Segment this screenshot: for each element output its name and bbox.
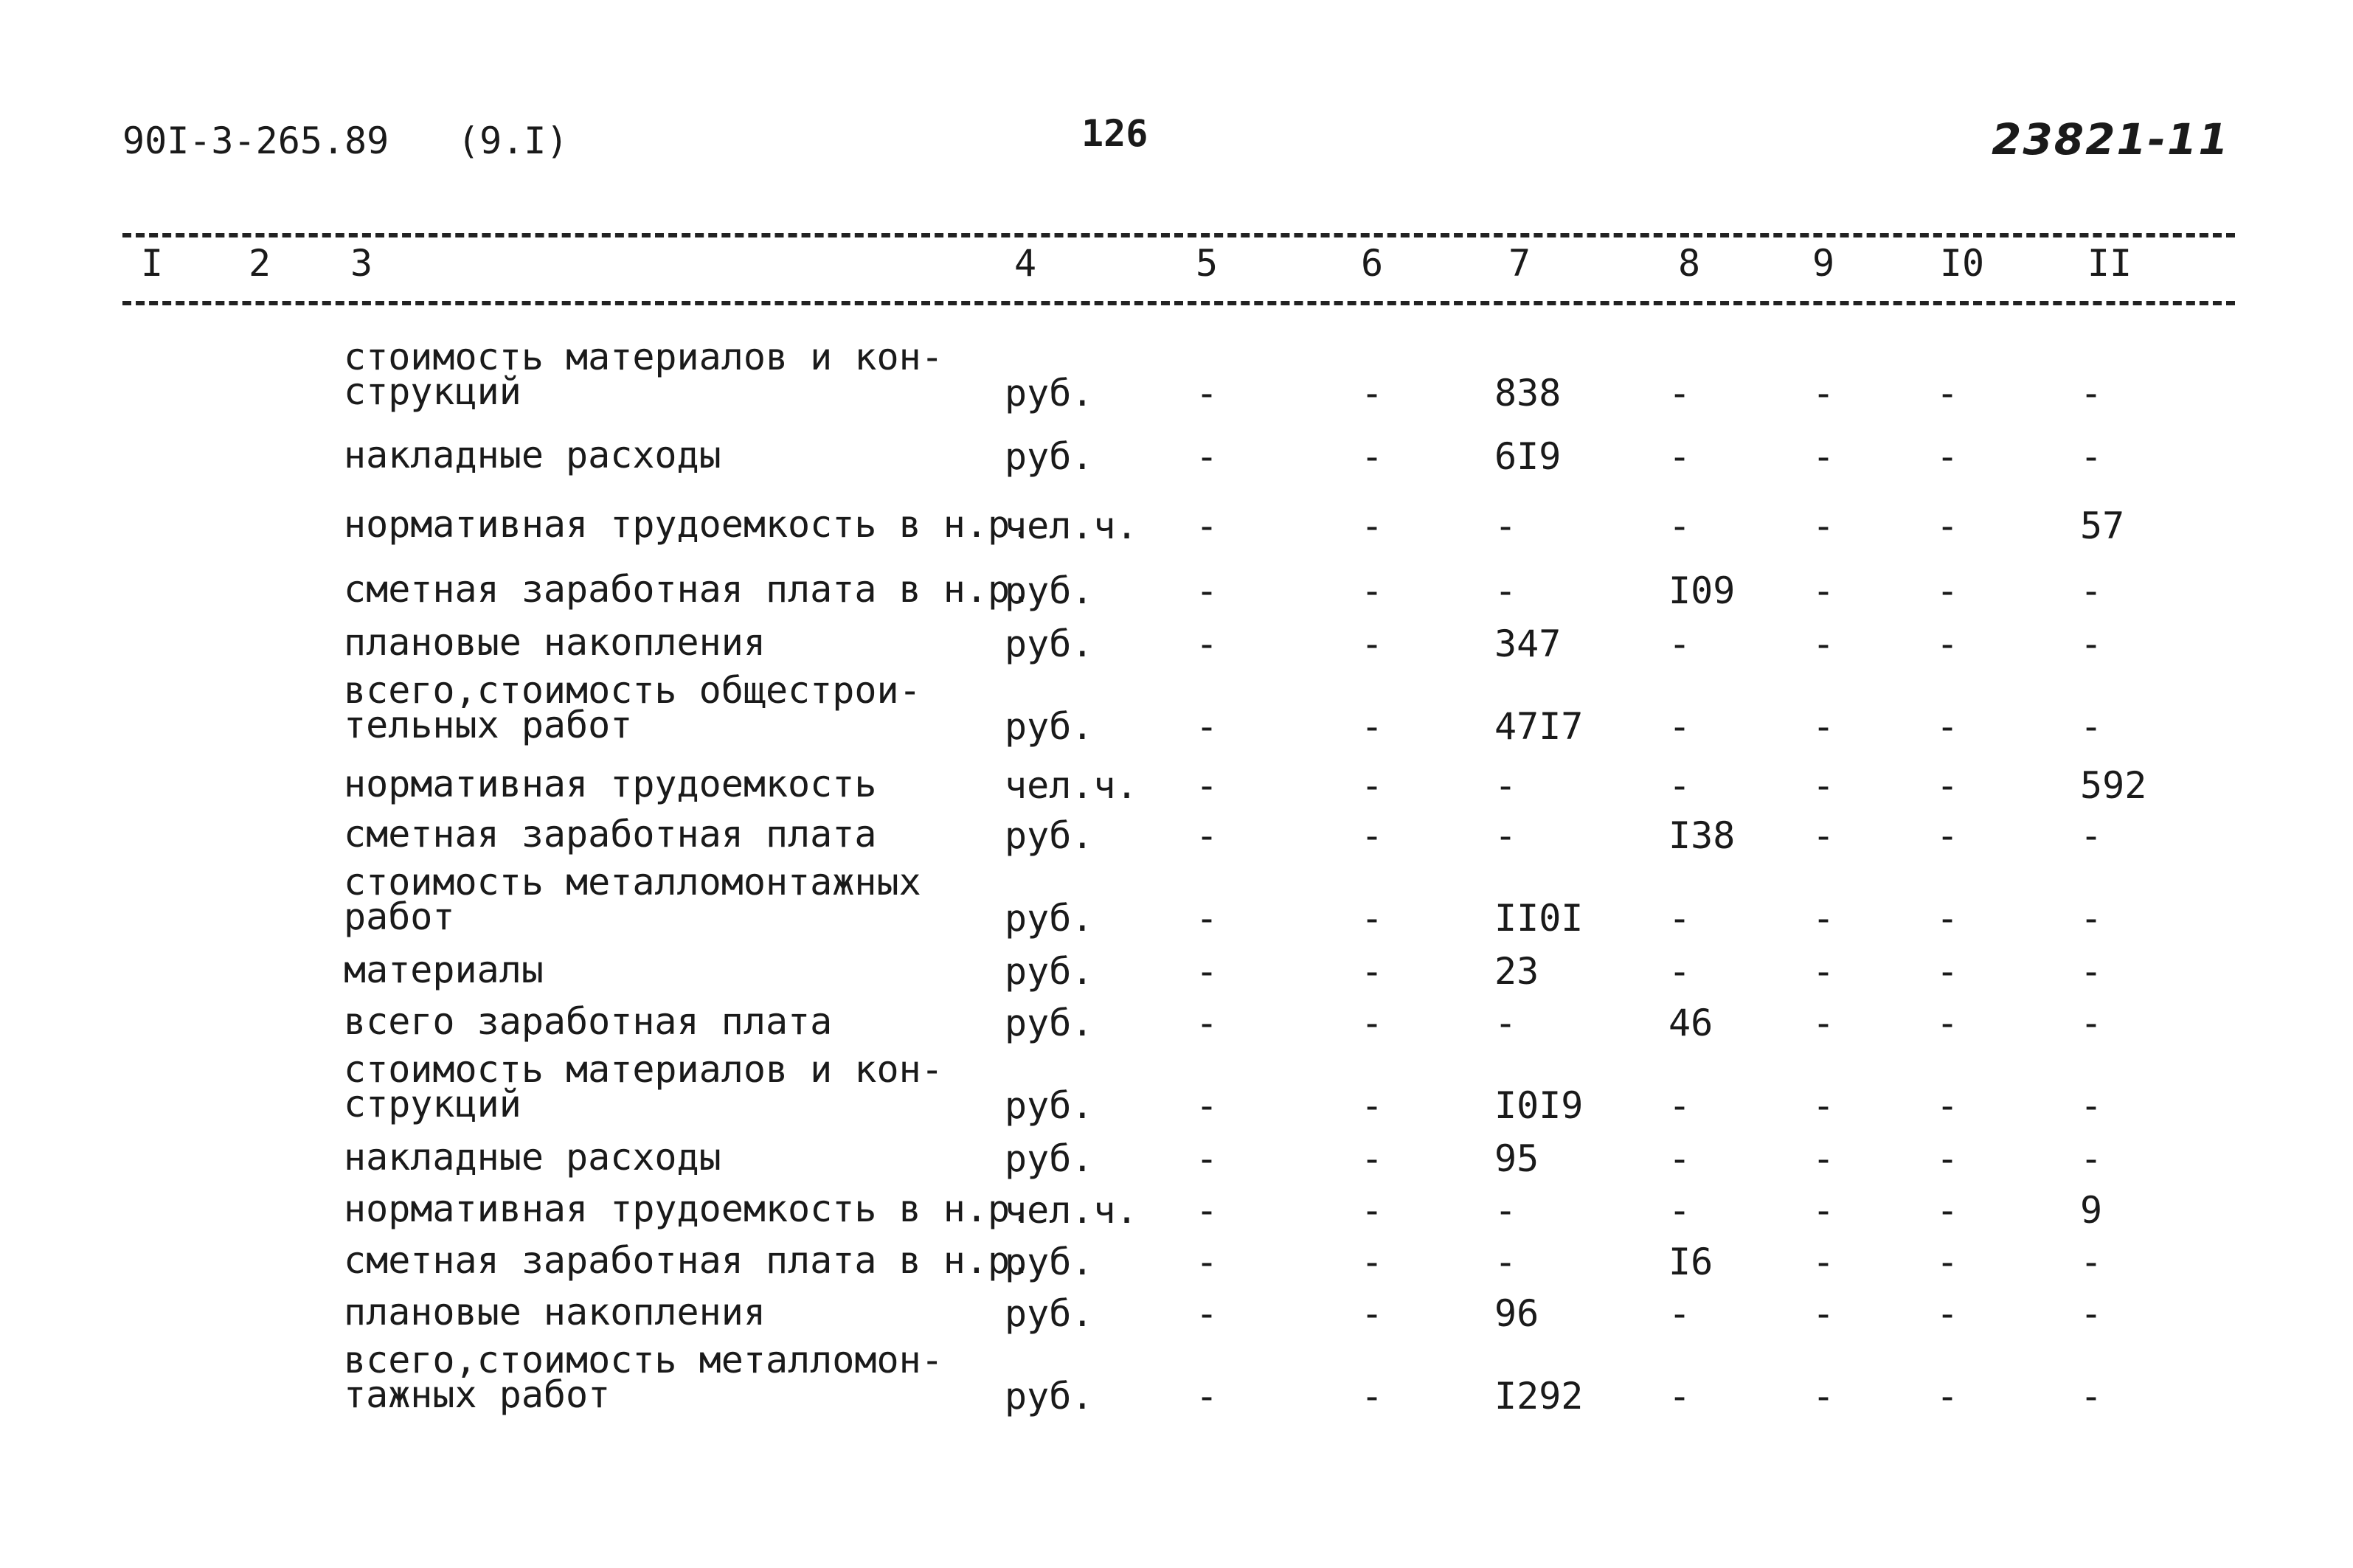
document-code: 90I-3-265.89	[122, 119, 389, 162]
column-number: 3	[350, 242, 373, 285]
cell-c7: -	[1494, 764, 1517, 807]
cell-c10: -	[1936, 1084, 1959, 1127]
cell-c11: 592	[2080, 764, 2147, 807]
cell-c5: -	[1195, 814, 1219, 857]
table-top-rule	[122, 233, 2235, 237]
column-number: I	[140, 242, 164, 285]
column-number: 2	[248, 242, 271, 285]
cell-c8: -	[1668, 705, 1691, 748]
cell-c11: 9	[2080, 1189, 2103, 1232]
row-unit: руб.	[1005, 1137, 1094, 1180]
cell-c8: -	[1668, 1084, 1691, 1127]
cell-c7: -	[1494, 814, 1517, 857]
cell-c9: -	[1812, 764, 1835, 807]
cell-c8: -	[1668, 372, 1691, 414]
cell-c7: 96	[1494, 1292, 1539, 1335]
cell-c7: 95	[1494, 1137, 1539, 1180]
cell-c8: -	[1668, 504, 1691, 547]
cell-c11: 57	[2080, 504, 2125, 547]
cell-c7: I0I9	[1494, 1084, 1584, 1127]
cell-c6: -	[1360, 1002, 1384, 1044]
cell-c10: -	[1936, 622, 1959, 665]
row-label: материалы	[344, 948, 544, 991]
cell-c11: -	[2080, 950, 2103, 993]
cell-c5: -	[1195, 569, 1219, 612]
cell-c6: -	[1360, 1241, 1384, 1283]
cell-c9: -	[1812, 1189, 1835, 1232]
cell-c5: -	[1195, 1189, 1219, 1232]
cell-c9: -	[1812, 897, 1835, 940]
cell-c5: -	[1195, 1002, 1219, 1044]
cell-c7: 23	[1494, 950, 1539, 993]
column-number: 7	[1508, 242, 1531, 285]
cell-c11: -	[2080, 1002, 2103, 1044]
cell-c6: -	[1360, 622, 1384, 665]
cell-c8: -	[1668, 764, 1691, 807]
cell-c9: -	[1812, 1137, 1835, 1180]
cell-c9: -	[1812, 1002, 1835, 1044]
row-label: тажных работ	[344, 1373, 611, 1416]
row-label: плановые накопления	[344, 621, 766, 664]
cell-c5: -	[1195, 622, 1219, 665]
cell-c10: -	[1936, 814, 1959, 857]
row-label: нормативная трудоемкость в н.р.	[344, 1187, 1033, 1230]
row-label: плановые накопления	[344, 1291, 766, 1333]
cell-c6: -	[1360, 705, 1384, 748]
row-label: струкций	[344, 1083, 521, 1125]
cell-c11: -	[2080, 372, 2103, 414]
cell-c5: -	[1195, 764, 1219, 807]
cell-c8: 46	[1668, 1002, 1713, 1044]
cell-c5: -	[1195, 1137, 1219, 1180]
cell-c11: -	[2080, 897, 2103, 940]
cell-c7: -	[1494, 569, 1517, 612]
cell-c10: -	[1936, 435, 1959, 478]
cell-c8: I6	[1668, 1241, 1713, 1283]
row-label: стоимость материалов и кон-	[344, 336, 943, 378]
column-number: I0	[1939, 242, 1985, 285]
cell-c8: -	[1668, 950, 1691, 993]
cell-c10: -	[1936, 897, 1959, 940]
cell-c6: -	[1360, 1292, 1384, 1335]
row-label: сметная заработная плата в н.р.	[344, 568, 1033, 611]
cell-c9: -	[1812, 950, 1835, 993]
column-number-header	[0, 242, 2353, 289]
row-unit: руб.	[1005, 435, 1094, 478]
cell-c10: -	[1936, 705, 1959, 748]
cell-c7: I292	[1494, 1375, 1584, 1418]
row-unit: руб.	[1005, 814, 1094, 857]
cell-c11: -	[2080, 1084, 2103, 1127]
row-label: накладные расходы	[344, 434, 721, 476]
row-label: тельных работ	[344, 704, 633, 746]
cell-c10: -	[1936, 1002, 1959, 1044]
row-label: накладные расходы	[344, 1136, 721, 1179]
row-label: всего,стоимость металломон-	[344, 1339, 943, 1381]
table-header-rule	[122, 301, 2235, 305]
cell-c6: -	[1360, 569, 1384, 612]
cell-c9: -	[1812, 622, 1835, 665]
cell-c9: -	[1812, 504, 1835, 547]
cell-c11: -	[2080, 1241, 2103, 1283]
cell-c9: -	[1812, 372, 1835, 414]
cell-c5: -	[1195, 950, 1219, 993]
cell-c6: -	[1360, 435, 1384, 478]
cell-c10: -	[1936, 1137, 1959, 1180]
cell-c7: 347	[1494, 622, 1562, 665]
column-number: II	[2087, 242, 2132, 285]
row-label: сметная заработная плата	[344, 813, 877, 856]
cell-c5: -	[1195, 1241, 1219, 1283]
cell-c7: 47I7	[1494, 705, 1584, 748]
cell-c5: -	[1195, 504, 1219, 547]
cell-c11: -	[2080, 814, 2103, 857]
cell-c9: -	[1812, 435, 1835, 478]
cell-c11: -	[2080, 569, 2103, 612]
row-label: нормативная трудоемкость	[344, 763, 877, 805]
cell-c7: -	[1494, 1002, 1517, 1044]
cell-c11: -	[2080, 622, 2103, 665]
cell-c5: -	[1195, 705, 1219, 748]
cell-c8: -	[1668, 897, 1691, 940]
cell-c5: -	[1195, 1375, 1219, 1418]
row-unit: руб.	[1005, 1375, 1094, 1418]
cell-c6: -	[1360, 764, 1384, 807]
cell-c9: -	[1812, 569, 1835, 612]
cell-c8: -	[1668, 435, 1691, 478]
cell-c8: I38	[1668, 814, 1736, 857]
cell-c5: -	[1195, 1292, 1219, 1335]
cell-c10: -	[1936, 1189, 1959, 1232]
row-unit: руб.	[1005, 1292, 1094, 1335]
cell-c6: -	[1360, 814, 1384, 857]
cell-c11: -	[2080, 1137, 2103, 1180]
row-unit: руб.	[1005, 897, 1094, 940]
cell-c6: -	[1360, 1137, 1384, 1180]
cell-c8: I09	[1668, 569, 1736, 612]
cell-c8: -	[1668, 1375, 1691, 1418]
row-unit: чел.ч.	[1005, 504, 1138, 547]
row-unit: руб.	[1005, 1002, 1094, 1044]
cell-c10: -	[1936, 1241, 1959, 1283]
cell-c7: -	[1494, 1189, 1517, 1232]
cell-c11: -	[2080, 1292, 2103, 1335]
cell-c8: -	[1668, 622, 1691, 665]
cell-c10: -	[1936, 372, 1959, 414]
row-unit: руб.	[1005, 569, 1094, 612]
cell-c10: -	[1936, 1375, 1959, 1418]
cell-c6: -	[1360, 1375, 1384, 1418]
row-unit: чел.ч.	[1005, 1189, 1138, 1232]
cell-c11: -	[2080, 705, 2103, 748]
cell-c6: -	[1360, 897, 1384, 940]
cell-c7: 838	[1494, 372, 1562, 414]
row-unit: руб.	[1005, 1084, 1094, 1127]
column-number: 8	[1677, 242, 1701, 285]
cell-c9: -	[1812, 1292, 1835, 1335]
row-label: стоимость металломонтажных	[344, 861, 921, 903]
row-unit: руб.	[1005, 372, 1094, 414]
column-number: 4	[1013, 242, 1037, 285]
cell-c6: -	[1360, 504, 1384, 547]
cell-c7: 6I9	[1494, 435, 1562, 478]
row-label: всего заработная плата	[344, 1000, 833, 1043]
row-unit: руб.	[1005, 622, 1094, 665]
row-unit: руб.	[1005, 950, 1094, 993]
cell-c9: -	[1812, 1375, 1835, 1418]
row-unit: руб.	[1005, 1241, 1094, 1283]
row-label: сметная заработная плата в н.р.	[344, 1239, 1033, 1282]
cell-c6: -	[1360, 1084, 1384, 1127]
cell-c10: -	[1936, 950, 1959, 993]
cell-c5: -	[1195, 435, 1219, 478]
row-label: нормативная трудоемкость в н.р.	[344, 503, 1033, 546]
column-number: 5	[1195, 242, 1219, 285]
cell-c6: -	[1360, 950, 1384, 993]
cell-c7: -	[1494, 1241, 1517, 1283]
cell-c10: -	[1936, 569, 1959, 612]
cell-c6: -	[1360, 1189, 1384, 1232]
cell-c5: -	[1195, 1084, 1219, 1127]
cell-c10: -	[1936, 1292, 1959, 1335]
row-unit: руб.	[1005, 705, 1094, 748]
cell-c9: -	[1812, 705, 1835, 748]
cell-c10: -	[1936, 764, 1959, 807]
cell-c9: -	[1812, 814, 1835, 857]
cell-c9: -	[1812, 1084, 1835, 1127]
edition-number: (9.I)	[457, 119, 569, 162]
cell-c5: -	[1195, 372, 1219, 414]
inventory-stamp: 23821-11	[1992, 114, 2230, 164]
row-label: работ	[344, 895, 455, 938]
cell-c7: -	[1494, 504, 1517, 547]
row-unit: чел.ч.	[1005, 764, 1138, 807]
row-label: струкций	[344, 370, 521, 413]
row-label: всего,стоимость общестрои-	[344, 669, 921, 712]
cell-c9: -	[1812, 1241, 1835, 1283]
cell-c7: II0I	[1494, 897, 1584, 940]
cell-c8: -	[1668, 1189, 1691, 1232]
column-number: 9	[1812, 242, 1835, 285]
cell-c8: -	[1668, 1137, 1691, 1180]
page-number: 126	[1081, 112, 1148, 155]
cell-c11: -	[2080, 1375, 2103, 1418]
column-number: 6	[1360, 242, 1384, 285]
cell-c11: -	[2080, 435, 2103, 478]
cell-c6: -	[1360, 372, 1384, 414]
row-label: стоимость материалов и кон-	[344, 1048, 943, 1091]
cell-c10: -	[1936, 504, 1959, 547]
cell-c5: -	[1195, 897, 1219, 940]
cell-c8: -	[1668, 1292, 1691, 1335]
